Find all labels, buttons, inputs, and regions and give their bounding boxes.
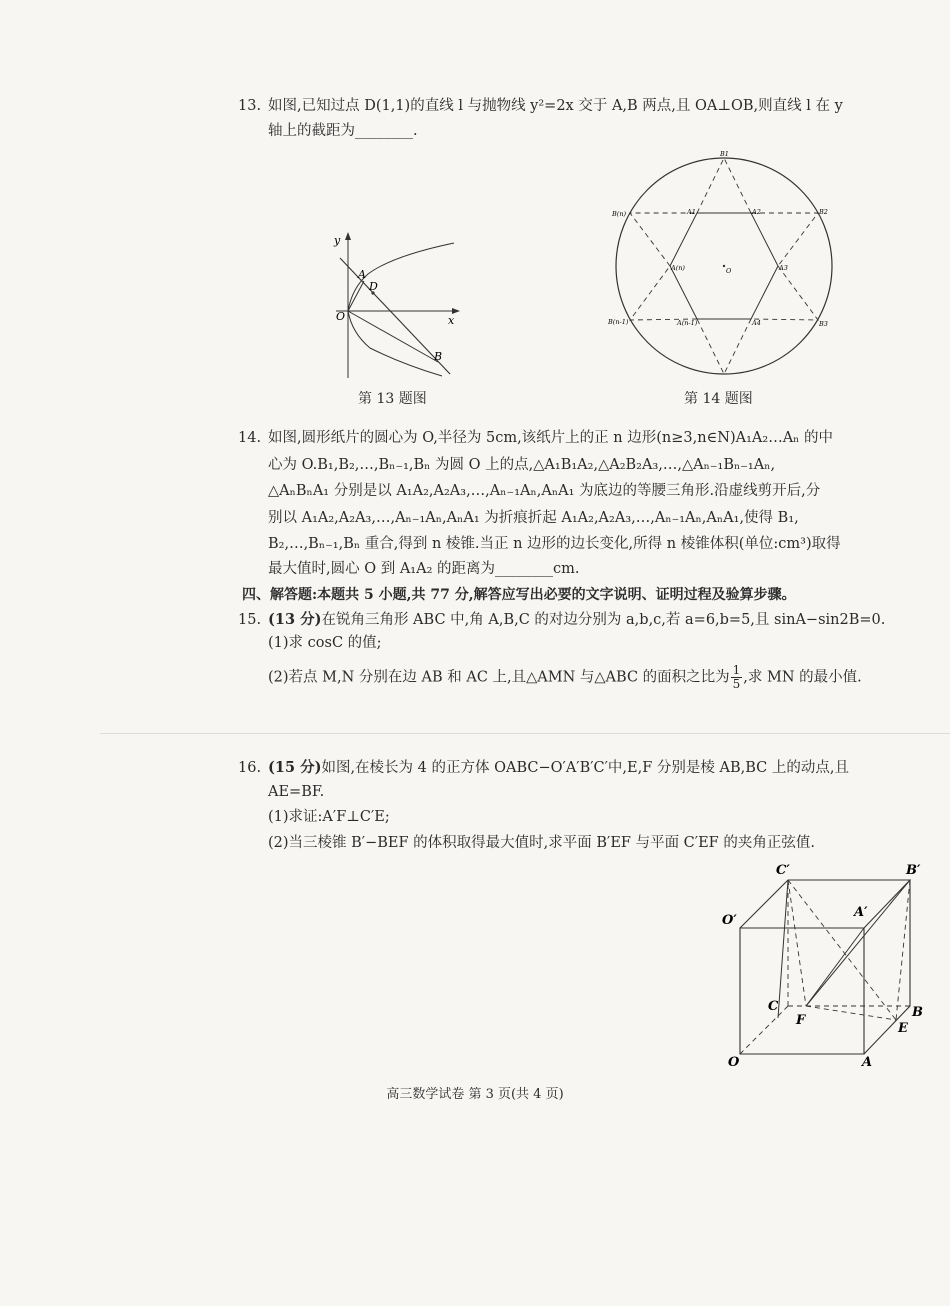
section-4-heading: 四、解答题:本题共 5 小题,共 77 分,解答应写出必要的文字说明、证明过程及验算步骤。 (242, 587, 796, 603)
q13-y-label: y (334, 234, 341, 247)
q15-score: (13 分) (268, 611, 322, 628)
q16-cp-label: C′ (776, 863, 790, 878)
q16-score: (15 分) (268, 759, 322, 776)
q15-frac-num: 1 (732, 663, 741, 677)
q13-line1: 如图,已知过点 D(1,1)的直线 l 与抛物线 y²=2x 交于 A,B 两点,且 OA⊥OB,则直线 l 在 y (268, 98, 843, 114)
q15-part1: (1)求 cosC 的值; (268, 635, 382, 651)
q14-an1-label: A(n-1) (677, 319, 698, 327)
q14-b2-label: B2 (819, 208, 828, 216)
q16-b-label: B (912, 1005, 923, 1020)
q14-line-3: △AₙBₙA₁ 分别是以 A₁A₂,A₂A₃,…,Aₙ₋₁Aₙ,AₙA₁ 为底边的等腰三角形.沿虚线剪开后,分 (268, 483, 821, 499)
q13-a-label: A (358, 268, 366, 281)
q16-c-label: C (768, 999, 779, 1014)
q16-part2: (2)当三棱锥 B′−BEF 的体积取得最大值时,求平面 B′EF 与平面 C′EF 的夹角正弦值. (268, 835, 815, 851)
q16-e-label: E (898, 1021, 908, 1036)
q15-stem-line (268, 610, 885, 630)
q13-caption: 第 13 题图 (358, 391, 427, 407)
q13-figure (322, 228, 467, 380)
q14-b1-label: B1 (720, 150, 729, 158)
q16-part1: (1)求证:A′F⊥C′E; (268, 809, 390, 825)
q16-stem: 如图,在棱长为 4 的正方体 OABC−O′A′B′C′中,E,F 分别是棱 AB,BC 上的动点,且 (321, 760, 849, 776)
q14-line-2: 心为 O.B₁,B₂,…,Bₙ₋₁,Bₙ 为圆 O 上的点,△A₁B₁A₂,△A₂B₂A₃,…,△Aₙ₋₁Bₙ₋₁Aₙ, (268, 457, 776, 473)
q14-a2-label: A2 (752, 208, 761, 216)
q14-bn-label: B(n) (612, 210, 627, 218)
q16-a-label: A (862, 1055, 873, 1070)
q16-f-label: F (796, 1013, 806, 1028)
q16-ap-label: A′ (854, 905, 868, 920)
q14-figure (608, 150, 840, 382)
q13-b-label: B (434, 350, 443, 363)
q16-number: 16. (238, 760, 262, 776)
q16-stem-line (268, 758, 849, 778)
q14-a4-label: A4 (752, 319, 761, 327)
q14-caption: 第 14 题图 (684, 391, 753, 407)
q14-bn1-label: B(n-1) (608, 318, 629, 326)
page-footer: 高三数学试卷 第 3 页(共 4 页) (386, 1087, 564, 1102)
q14-line-1: 如图,圆形纸片的圆心为 O,半径为 5cm,该纸片上的正 n 边形(n≥3,n∈N)A₁A₂…Aₙ 的中 (268, 430, 834, 446)
q16-stem2: AE=BF. (268, 784, 325, 800)
q16-o-label: O (728, 1055, 740, 1070)
q14-a1-label: A1 (687, 208, 696, 216)
q14-number: 14. (238, 430, 262, 446)
q14-line-5: B₂,…,Bₙ₋₁,Bₙ 重合,得到 n 棱锥.当正 n 边形的边长变化,所得 n 棱锥体积(单位:cm³)取得 (268, 536, 841, 552)
q14-o-label: O (726, 267, 732, 275)
q14-b3-label: B3 (819, 320, 828, 328)
q13-number: 13. (238, 98, 262, 114)
q13-o-label: O (336, 310, 346, 323)
q13-line2: 轴上的截距为________. (268, 123, 418, 139)
q15-part2-b: ,求 MN 的最小值. (743, 669, 862, 686)
q15-frac-den: 5 (732, 677, 741, 691)
q13-d-label: D (369, 280, 378, 293)
q16-bp-label: B′ (906, 863, 921, 878)
q15-fraction (731, 664, 743, 691)
q15-part2-a: (2)若点 M,N 分别在边 AB 和 AC 上,且△AMN 与△ABC 的面积之比为 (268, 669, 730, 686)
q13-x-label: x (448, 314, 455, 327)
q16-op-label: O′ (722, 913, 737, 928)
q15-stem: 在锐角三角形 ABC 中,角 A,B,C 的对边分别为 a,b,c,若 a=6,b=5,且 sinA−sin2B=0. (321, 612, 886, 628)
q14-an-label: A(n) (671, 264, 685, 272)
q15-part2-line (268, 664, 862, 691)
q14-line-6: 最大值时,圆心 O 到 A₁A₂ 的距离为________cm. (268, 561, 580, 577)
q14-a3-label: A3 (779, 264, 788, 272)
q14-line-4: 别以 A₁A₂,A₂A₃,…,Aₙ₋₁Aₙ,AₙA₁ 为折痕折起 A₁A₂,A₂A₃,…,Aₙ₋₁Aₙ,AₙA₁,使得 B₁, (268, 510, 799, 526)
q15-number: 15. (238, 612, 262, 628)
q16-figure (720, 858, 936, 1072)
page-divider (100, 733, 950, 734)
